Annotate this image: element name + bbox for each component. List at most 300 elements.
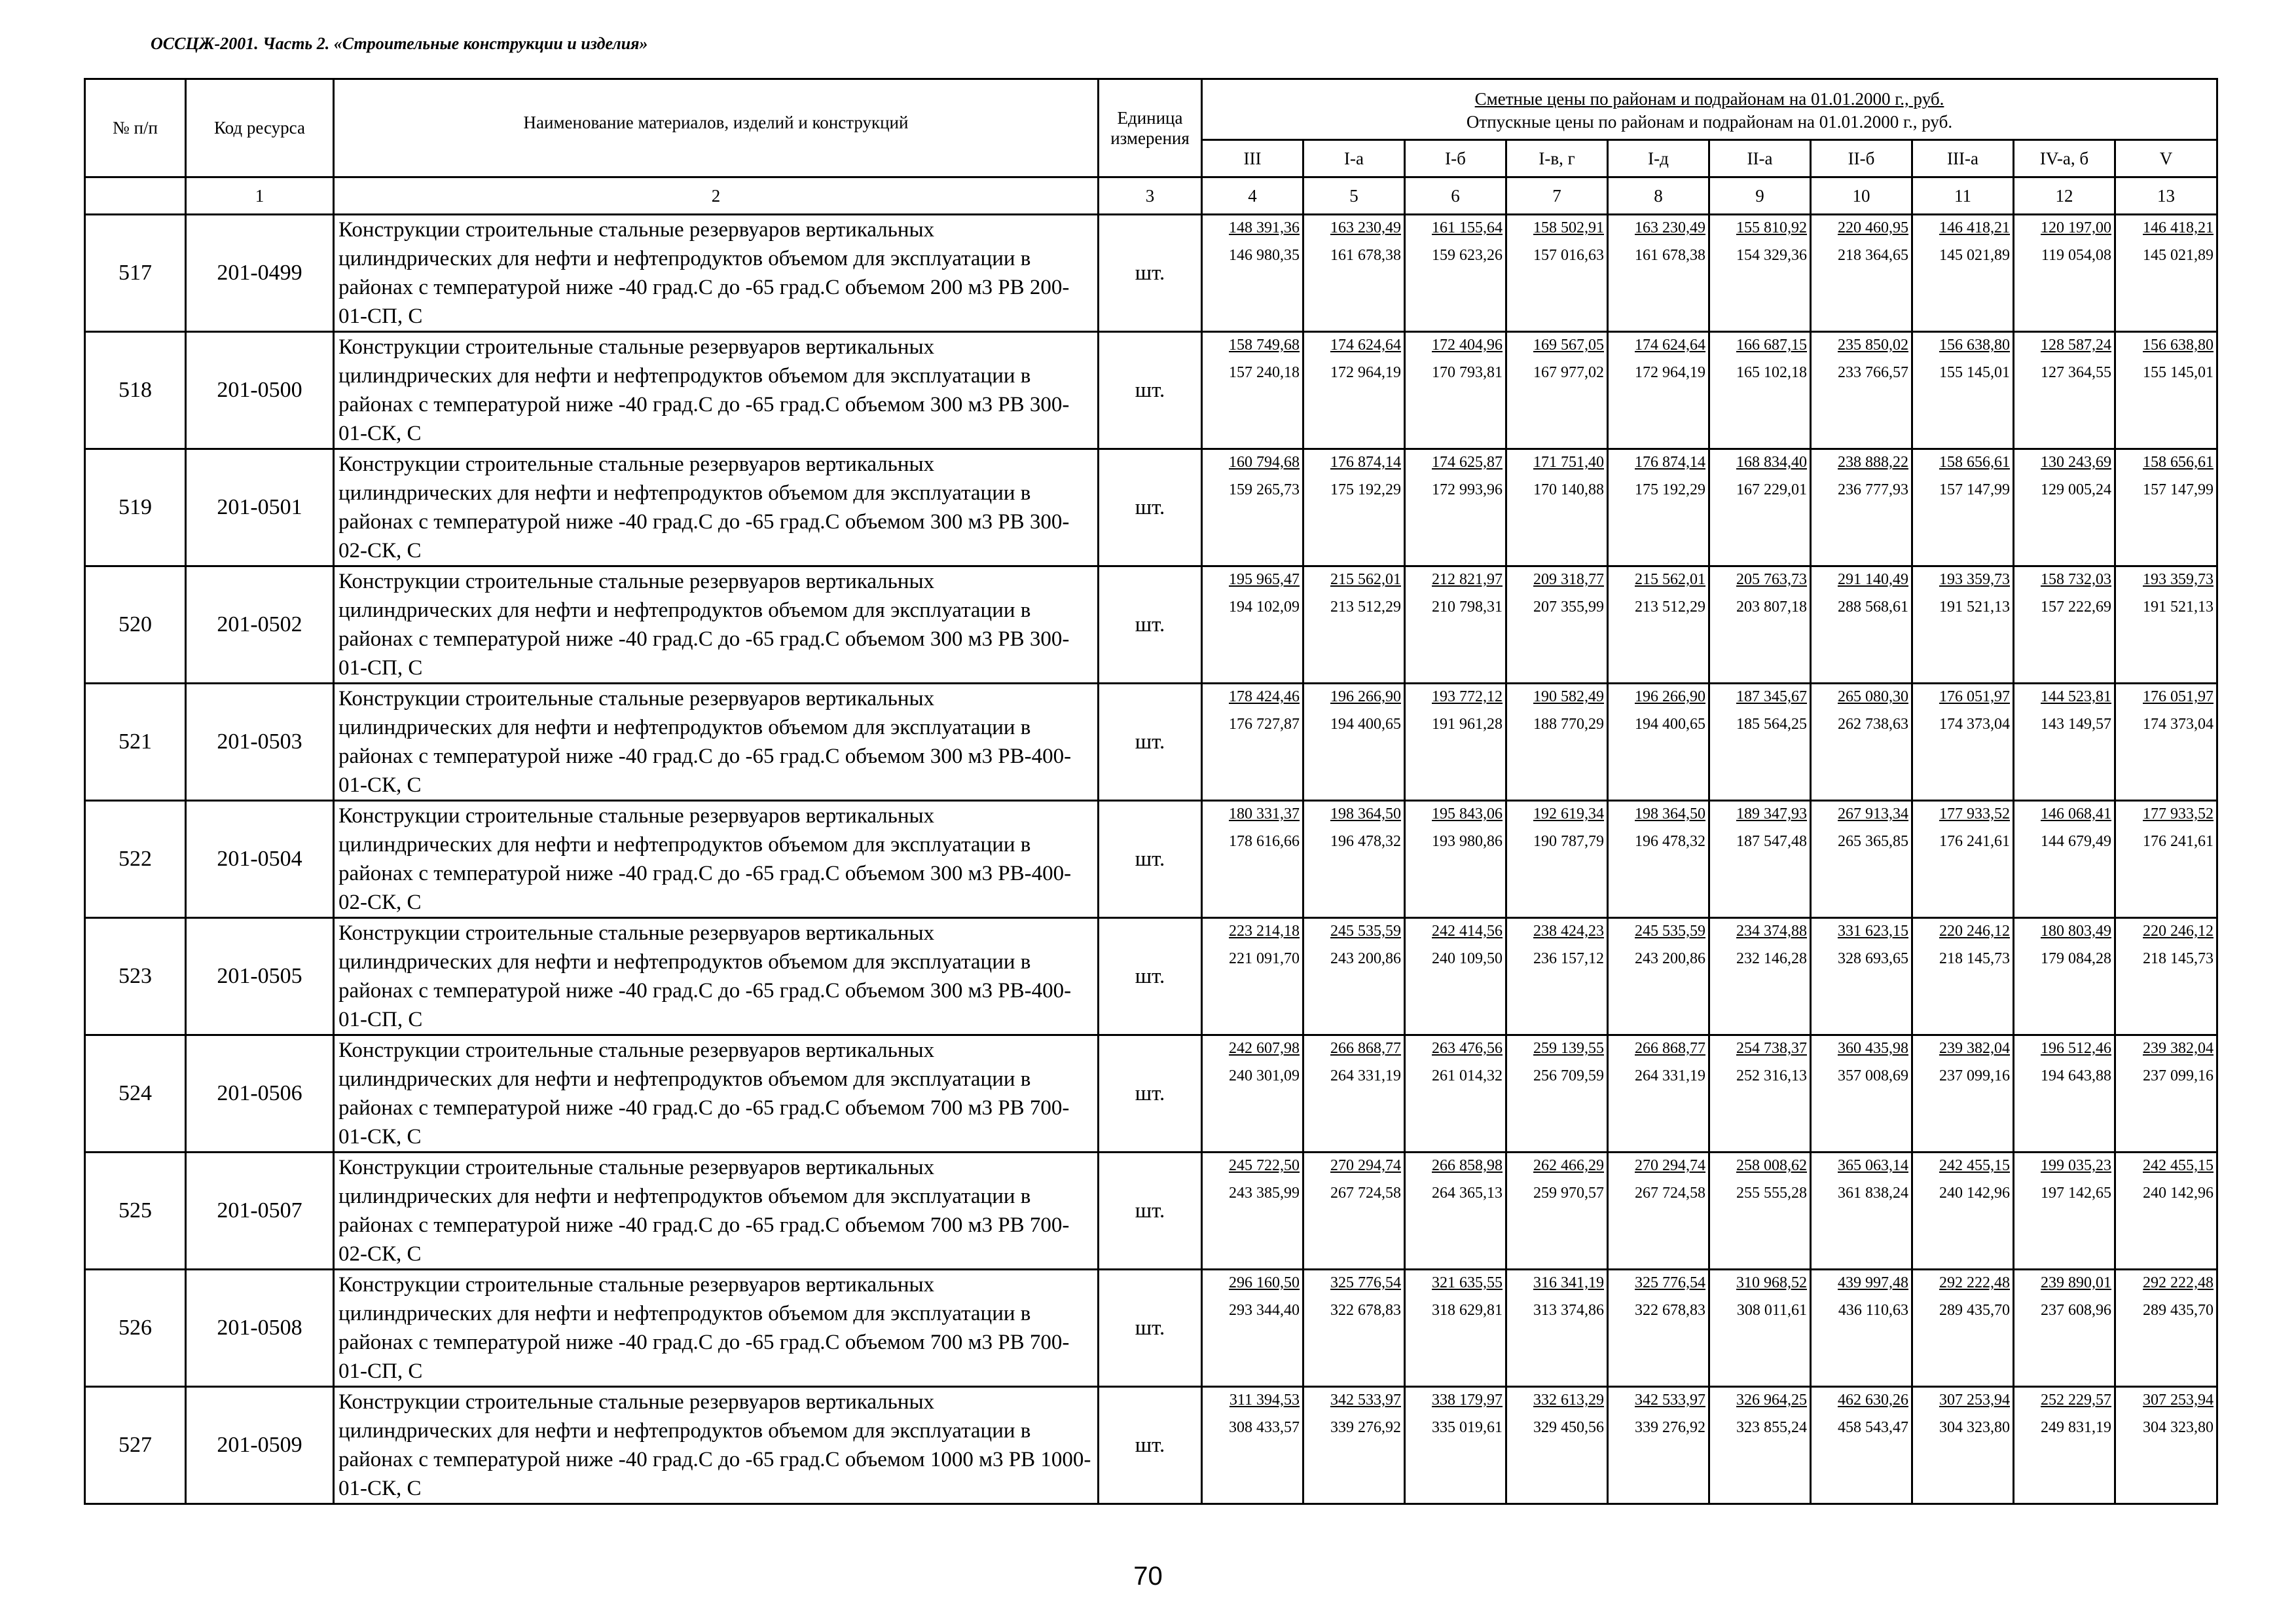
- estimate-price: 158 749,68: [1229, 337, 1300, 354]
- item-name: Конструкции строительные стальные резервуаров вертикальных цилиндрических для нефти и нефтепродуктов объемом для эксплуатации в районах с температурой ниже -40 град.С до -65 град.С объемом 300 м3 РВ-400-02-СК, С: [334, 801, 1099, 918]
- price-cell: [1303, 801, 1405, 918]
- price-cell: [1506, 449, 1608, 566]
- price-cell: [1506, 215, 1608, 332]
- estimate-price: 180 331,37: [1229, 805, 1300, 822]
- estimate-price: 178 424,46: [1229, 688, 1300, 705]
- release-price: 203 807,18: [1736, 599, 1807, 616]
- estimate-price: 242 414,56: [1432, 923, 1503, 940]
- release-price: 188 770,29: [1533, 716, 1604, 733]
- price-cell: [1811, 918, 1912, 1035]
- unit: шт.: [1099, 332, 1202, 449]
- estimate-price: 128 587,24: [2041, 337, 2111, 354]
- price-cell: [1608, 918, 1709, 1035]
- estimate-price: 292 222,48: [1939, 1274, 2010, 1291]
- estimate-price: 158 656,61: [1939, 454, 2010, 471]
- release-price: 322 678,83: [1330, 1302, 1401, 1319]
- release-price: 157 147,99: [2143, 481, 2214, 498]
- price-cell: [1912, 1270, 2014, 1387]
- release-price: 323 855,24: [1736, 1419, 1807, 1436]
- estimate-price: 177 933,52: [2143, 805, 2214, 822]
- release-price: 304 323,80: [2143, 1419, 2214, 1436]
- price-cell: [2014, 684, 2115, 801]
- price-cell: [1811, 449, 1912, 566]
- release-price: 436 110,63: [1838, 1302, 1908, 1319]
- price-cell: [1405, 332, 1506, 449]
- estimate-price: 198 364,50: [1330, 805, 1401, 822]
- estimate-price: 252 229,57: [2041, 1392, 2111, 1409]
- column-number-empty: [85, 177, 186, 215]
- table-body: [85, 215, 2217, 1504]
- row-number: 522: [85, 801, 186, 918]
- price-cell: [1811, 1035, 1912, 1153]
- price-cell: [1405, 1387, 1506, 1504]
- release-price: 361 838,24: [1838, 1185, 1908, 1202]
- release-price: 175 192,29: [1330, 481, 1401, 498]
- release-price: 210 798,31: [1432, 599, 1503, 616]
- price-cell: [1912, 1387, 2014, 1504]
- row-number: 523: [85, 918, 186, 1035]
- estimate-price: 155 810,92: [1736, 219, 1807, 236]
- price-cell: [2014, 918, 2115, 1035]
- estimate-price: 215 562,01: [1635, 571, 1705, 588]
- release-price: 170 793,81: [1432, 364, 1503, 381]
- release-price: 237 099,16: [2143, 1067, 2214, 1084]
- item-name: Конструкции строительные стальные резервуаров вертикальных цилиндрических для нефти и нефтепродуктов объемом для эксплуатации в районах с температурой ниже -40 град.С до -65 град.С объемом 700 м3 РВ 700-01-СП, С: [334, 1270, 1099, 1387]
- release-price: 240 301,09: [1229, 1067, 1300, 1084]
- price-cell: [1202, 566, 1303, 684]
- price-cell: [1709, 566, 1811, 684]
- table-row: [85, 1153, 2217, 1270]
- price-cell: [1506, 918, 1608, 1035]
- estimate-price: 169 567,05: [1533, 337, 1604, 354]
- price-cell: [1709, 449, 1811, 566]
- price-cell: [2115, 1387, 2217, 1504]
- price-cell: [1709, 1387, 1811, 1504]
- price-cell: [1811, 1270, 1912, 1387]
- estimate-price: 166 687,15: [1736, 337, 1807, 354]
- price-cell: [1811, 566, 1912, 684]
- region-header: I-б: [1405, 140, 1506, 177]
- estimate-price: 331 623,15: [1838, 923, 1908, 940]
- price-cell: [2014, 1387, 2115, 1504]
- price-cell: [1303, 566, 1405, 684]
- release-price: 155 145,01: [1939, 364, 2010, 381]
- price-cell: [1405, 566, 1506, 684]
- price-cell: [2115, 566, 2217, 684]
- estimate-price: 254 738,37: [1736, 1040, 1807, 1057]
- estimate-price: 266 858,98: [1432, 1157, 1503, 1174]
- estimate-price: 332 613,29: [1533, 1392, 1604, 1409]
- estimate-price: 199 035,23: [2041, 1157, 2111, 1174]
- release-price: 237 608,96: [2041, 1302, 2111, 1319]
- release-price: 259 970,57: [1533, 1185, 1604, 1202]
- region-header: II-а: [1709, 140, 1811, 177]
- resource-code: 201-0507: [186, 1153, 334, 1270]
- estimate-price: 326 964,25: [1736, 1392, 1807, 1409]
- release-price: 176 241,61: [1939, 833, 2010, 850]
- price-cell: [2115, 801, 2217, 918]
- release-price: 322 678,83: [1635, 1302, 1705, 1319]
- release-price: 161 678,38: [1635, 247, 1705, 264]
- header-code: Код ресурса: [186, 79, 334, 177]
- release-price: 176 241,61: [2143, 833, 2214, 850]
- column-number: 8: [1608, 177, 1709, 215]
- release-price: 329 450,56: [1533, 1419, 1604, 1436]
- estimate-price: 156 638,80: [1939, 337, 2010, 354]
- estimate-price: 158 502,91: [1533, 219, 1604, 236]
- row-number: 521: [85, 684, 186, 801]
- price-cell: [1912, 1035, 2014, 1153]
- release-price: 145 021,89: [2143, 247, 2214, 264]
- estimate-price: 180 803,49: [2041, 923, 2111, 940]
- price-cell: [1506, 1270, 1608, 1387]
- release-price: 191 521,13: [2143, 599, 2214, 616]
- release-price: 240 142,96: [1939, 1185, 2010, 1202]
- release-price: 304 323,80: [1939, 1419, 2010, 1436]
- estimate-price: 144 523,81: [2041, 688, 2111, 705]
- row-number: 526: [85, 1270, 186, 1387]
- estimate-price: 310 968,52: [1736, 1274, 1807, 1291]
- estimate-price: 311 394,53: [1229, 1392, 1300, 1409]
- price-cell: [1709, 1153, 1811, 1270]
- price-cell: [2115, 332, 2217, 449]
- estimate-price: 220 460,95: [1838, 219, 1908, 236]
- table-row: [85, 332, 2217, 449]
- price-cell: [1405, 684, 1506, 801]
- release-price: 196 478,32: [1330, 833, 1401, 850]
- price-cell: [1405, 215, 1506, 332]
- price-cell: [1506, 684, 1608, 801]
- price-cell: [1202, 215, 1303, 332]
- estimate-price: 220 246,12: [1939, 923, 2010, 940]
- estimate-price: 196 266,90: [1330, 688, 1401, 705]
- release-price: 252 316,13: [1736, 1067, 1807, 1084]
- table-row: [85, 1270, 2217, 1387]
- estimate-price: 146 418,21: [1939, 219, 2010, 236]
- estimate-price: 193 359,73: [2143, 571, 2214, 588]
- price-cell: [1912, 918, 2014, 1035]
- price-cell: [1303, 684, 1405, 801]
- release-price: 339 276,92: [1635, 1419, 1705, 1436]
- release-price: 293 344,40: [1229, 1302, 1300, 1319]
- estimate-price: 342 533,97: [1330, 1392, 1401, 1409]
- region-header: III-а: [1912, 140, 2014, 177]
- release-price: 221 091,70: [1229, 950, 1300, 967]
- estimate-price: 307 253,94: [2143, 1392, 2214, 1409]
- row-number: 525: [85, 1153, 186, 1270]
- estimate-price: 307 253,94: [1939, 1392, 2010, 1409]
- table-row: [85, 215, 2217, 332]
- release-price: 161 678,38: [1330, 247, 1401, 264]
- release-price: 240 109,50: [1432, 950, 1503, 967]
- estimate-price: 172 404,96: [1432, 337, 1503, 354]
- release-price: 194 400,65: [1330, 716, 1401, 733]
- estimate-price: 146 418,21: [2143, 219, 2214, 236]
- release-price: 236 157,12: [1533, 950, 1604, 967]
- estimate-price: 158 656,61: [2143, 454, 2214, 471]
- estimate-price: 176 874,14: [1635, 454, 1705, 471]
- release-price: 213 512,29: [1635, 599, 1705, 616]
- estimate-price: 205 763,73: [1736, 571, 1807, 588]
- column-number: 3: [1099, 177, 1202, 215]
- estimate-price: 265 080,30: [1838, 688, 1908, 705]
- item-name: Конструкции строительные стальные резервуаров вертикальных цилиндрических для нефти и нефтепродуктов объемом для эксплуатации в районах с температурой ниже -40 град.С до -65 град.С объемом 1000 м3 РВ 1000-01-СК, С: [334, 1387, 1099, 1504]
- price-cell: [1303, 449, 1405, 566]
- release-price: 146 980,35: [1229, 247, 1300, 264]
- price-cell: [1912, 801, 2014, 918]
- release-price: 313 374,86: [1533, 1302, 1604, 1319]
- release-price: 267 724,58: [1330, 1185, 1401, 1202]
- estimate-price: 212 821,97: [1432, 571, 1503, 588]
- column-number: 5: [1303, 177, 1405, 215]
- estimate-price: 215 562,01: [1330, 571, 1401, 588]
- estimate-price: 190 582,49: [1533, 688, 1604, 705]
- release-price: 240 142,96: [2143, 1185, 2214, 1202]
- price-cell: [1405, 1035, 1506, 1153]
- release-price: 176 727,87: [1229, 716, 1300, 733]
- release-price: 249 831,19: [2041, 1419, 2111, 1436]
- price-cell: [2014, 1153, 2115, 1270]
- release-price: 157 016,63: [1533, 247, 1604, 264]
- price-cell: [1202, 918, 1303, 1035]
- table-row: [85, 1387, 2217, 1504]
- price-cell: [1405, 1270, 1506, 1387]
- release-price: 119 054,08: [2041, 247, 2111, 264]
- page-header-title: ОССЦЖ-2001. Часть 2. «Строительные конструкции и изделия»: [151, 34, 648, 53]
- estimate-price: 239 890,01: [2041, 1274, 2111, 1291]
- release-price: 308 011,61: [1736, 1302, 1807, 1319]
- estimate-price: 174 625,87: [1432, 454, 1503, 471]
- release-price: 145 021,89: [1939, 247, 2010, 264]
- table-row: [85, 684, 2217, 801]
- release-price: 264 331,19: [1635, 1067, 1705, 1084]
- estimate-price: 176 874,14: [1330, 454, 1401, 471]
- row-number: 518: [85, 332, 186, 449]
- resource-code: 201-0506: [186, 1035, 334, 1153]
- estimate-price: 174 624,64: [1635, 337, 1705, 354]
- estimate-price: 196 266,90: [1635, 688, 1705, 705]
- price-cell: [1303, 1270, 1405, 1387]
- release-price: 193 980,86: [1432, 833, 1503, 850]
- table-row: [85, 1035, 2217, 1153]
- price-cell: [1202, 1270, 1303, 1387]
- table-head: [85, 79, 2217, 215]
- estimate-price: 245 535,59: [1330, 923, 1401, 940]
- release-price: 155 145,01: [2143, 364, 2214, 381]
- column-number: 4: [1202, 177, 1303, 215]
- release-price: 178 616,66: [1229, 833, 1300, 850]
- release-price: 339 276,92: [1330, 1419, 1401, 1436]
- resource-code: 201-0499: [186, 215, 334, 332]
- price-cell: [1202, 801, 1303, 918]
- release-price: 207 355,99: [1533, 599, 1604, 616]
- release-price: 289 435,70: [2143, 1302, 2214, 1319]
- price-cell: [2014, 1035, 2115, 1153]
- item-name: Конструкции строительные стальные резервуаров вертикальных цилиндрических для нефти и нефтепродуктов объемом для эксплуатации в районах с температурой ниже -40 град.С до -65 град.С объемом 700 м3 РВ 700-01-СК, С: [334, 1035, 1099, 1153]
- estimate-price: 192 619,34: [1533, 805, 1604, 822]
- row-number: 517: [85, 215, 186, 332]
- estimate-price: 223 214,18: [1229, 923, 1300, 940]
- estimate-price: 234 374,88: [1736, 923, 1807, 940]
- price-cell: [2115, 1035, 2217, 1153]
- price-cell: [1709, 332, 1811, 449]
- release-price: 154 329,36: [1736, 247, 1807, 264]
- price-cell: [1608, 801, 1709, 918]
- item-name: Конструкции строительные стальные резервуаров вертикальных цилиндрических для нефти и нефтепродуктов объемом для эксплуатации в районах с температурой ниже -40 град.С до -65 град.С объемом 700 м3 РВ 700-02-СК, С: [334, 1153, 1099, 1270]
- estimate-price: 189 347,93: [1736, 805, 1807, 822]
- release-price: 194 643,88: [2041, 1067, 2111, 1084]
- region-header: I-д: [1608, 140, 1709, 177]
- release-price: 288 568,61: [1838, 599, 1908, 616]
- estimate-price: 160 794,68: [1229, 454, 1300, 471]
- header-prices-release: Отпускные цены по районам и подрайонам на 01.01.2000 г., руб.: [1466, 112, 1953, 132]
- resource-code: 201-0500: [186, 332, 334, 449]
- price-cell: [1912, 449, 2014, 566]
- table-row: [85, 801, 2217, 918]
- estimate-price: 262 466,29: [1533, 1157, 1604, 1174]
- unit: шт.: [1099, 1035, 1202, 1153]
- estimate-price: 321 635,55: [1432, 1274, 1503, 1291]
- estimate-price: 239 382,04: [1939, 1040, 2010, 1057]
- resource-code: 201-0505: [186, 918, 334, 1035]
- release-price: 255 555,28: [1736, 1185, 1807, 1202]
- region-header: V: [2115, 140, 2217, 177]
- price-cell: [1709, 215, 1811, 332]
- resource-code: 201-0508: [186, 1270, 334, 1387]
- price-table: [84, 78, 2218, 1505]
- estimate-price: 266 868,77: [1330, 1040, 1401, 1057]
- estimate-price: 195 843,06: [1432, 805, 1503, 822]
- region-header: II-б: [1811, 140, 1912, 177]
- estimate-price: 220 246,12: [2143, 923, 2214, 940]
- release-price: 213 512,29: [1330, 599, 1401, 616]
- estimate-price: 325 776,54: [1330, 1274, 1401, 1291]
- estimate-price: 156 638,80: [2143, 337, 2214, 354]
- estimate-price: 238 888,22: [1838, 454, 1908, 471]
- price-cell: [1303, 1153, 1405, 1270]
- estimate-price: 342 533,97: [1635, 1392, 1705, 1409]
- release-price: 218 145,73: [1939, 950, 2010, 967]
- price-cell: [1811, 332, 1912, 449]
- release-price: 157 147,99: [1939, 481, 2010, 498]
- header-prices-estimate: Сметные цены по районам и подрайонам на 01.01.2000 г., руб.: [1474, 89, 1944, 109]
- resource-code: 201-0501: [186, 449, 334, 566]
- estimate-price: 209 318,77: [1533, 571, 1604, 588]
- price-cell: [1912, 332, 2014, 449]
- price-cell: [1912, 566, 2014, 684]
- column-number: 7: [1506, 177, 1608, 215]
- price-cell: [1506, 1035, 1608, 1153]
- column-number: 2: [334, 177, 1099, 215]
- release-price: 218 145,73: [2143, 950, 2214, 967]
- release-price: 165 102,18: [1736, 364, 1807, 381]
- price-cell: [2014, 215, 2115, 332]
- column-number: 11: [1912, 177, 2014, 215]
- column-number: 13: [2115, 177, 2217, 215]
- region-header: I-в, г: [1506, 140, 1608, 177]
- price-cell: [2014, 801, 2115, 918]
- table-row: [85, 449, 2217, 566]
- price-cell: [1912, 684, 2014, 801]
- row-number: 527: [85, 1387, 186, 1504]
- column-number: 12: [2014, 177, 2115, 215]
- estimate-price: 291 140,49: [1838, 571, 1908, 588]
- header-name: Наименование материалов, изделий и конструкций: [334, 79, 1099, 177]
- price-cell: [1811, 684, 1912, 801]
- price-cell: [1709, 918, 1811, 1035]
- release-price: 129 005,24: [2041, 481, 2111, 498]
- estimate-price: 242 607,98: [1229, 1040, 1300, 1057]
- price-cell: [1608, 215, 1709, 332]
- table-row: [85, 566, 2217, 684]
- price-cell: [1303, 215, 1405, 332]
- estimate-price: 296 160,50: [1229, 1274, 1300, 1291]
- estimate-price: 176 051,97: [2143, 688, 2214, 705]
- row-number: 524: [85, 1035, 186, 1153]
- release-price: 256 709,59: [1533, 1067, 1604, 1084]
- release-price: 143 149,57: [2041, 716, 2111, 733]
- release-price: 262 738,63: [1838, 716, 1908, 733]
- estimate-price: 174 624,64: [1330, 337, 1401, 354]
- release-price: 167 229,01: [1736, 481, 1807, 498]
- price-cell: [1405, 801, 1506, 918]
- price-cell: [1811, 215, 1912, 332]
- estimate-price: 176 051,97: [1939, 688, 2010, 705]
- estimate-price: 195 965,47: [1229, 571, 1300, 588]
- price-cell: [1405, 918, 1506, 1035]
- price-cell: [1608, 684, 1709, 801]
- price-cell: [1202, 1387, 1303, 1504]
- estimate-price: 267 913,34: [1838, 805, 1908, 822]
- release-price: 265 365,85: [1838, 833, 1908, 850]
- resource-code: 201-0502: [186, 566, 334, 684]
- release-price: 264 365,13: [1432, 1185, 1503, 1202]
- price-cell: [2115, 1153, 2217, 1270]
- release-price: 179 084,28: [2041, 950, 2111, 967]
- resource-code: 201-0503: [186, 684, 334, 801]
- item-name: Конструкции строительные стальные резервуаров вертикальных цилиндрических для нефти и нефтепродуктов объемом для эксплуатации в районах с температурой ниже -40 град.С до -65 град.С объемом 300 м3 РВ-400-01-СК, С: [334, 684, 1099, 801]
- column-number: 1: [186, 177, 334, 215]
- page-number: 70: [1133, 1562, 1163, 1591]
- estimate-price: 168 834,40: [1736, 454, 1807, 471]
- price-cell: [1811, 1387, 1912, 1504]
- price-cell: [1608, 1153, 1709, 1270]
- estimate-price: 238 424,23: [1533, 923, 1604, 940]
- estimate-price: 193 772,12: [1432, 688, 1503, 705]
- estimate-price: 245 535,59: [1635, 923, 1705, 940]
- column-numbers-row: [85, 177, 2217, 215]
- price-cell: [1608, 332, 1709, 449]
- estimate-price: 266 868,77: [1635, 1040, 1705, 1057]
- price-cell: [1506, 801, 1608, 918]
- release-price: 172 964,19: [1635, 364, 1705, 381]
- release-price: 218 364,65: [1838, 247, 1908, 264]
- estimate-price: 130 243,69: [2041, 454, 2111, 471]
- release-price: 185 564,25: [1736, 716, 1807, 733]
- release-price: 232 146,28: [1736, 950, 1807, 967]
- column-number: 10: [1811, 177, 1912, 215]
- estimate-price: 245 722,50: [1229, 1157, 1300, 1174]
- estimate-price: 120 197,00: [2041, 219, 2111, 236]
- estimate-price: 163 230,49: [1635, 219, 1705, 236]
- release-price: 174 373,04: [2143, 716, 2214, 733]
- price-cell: [1608, 566, 1709, 684]
- price-cell: [2014, 332, 2115, 449]
- estimate-price: 360 435,98: [1838, 1040, 1908, 1057]
- row-number: 519: [85, 449, 186, 566]
- price-cell: [1506, 1153, 1608, 1270]
- price-cell: [2115, 215, 2217, 332]
